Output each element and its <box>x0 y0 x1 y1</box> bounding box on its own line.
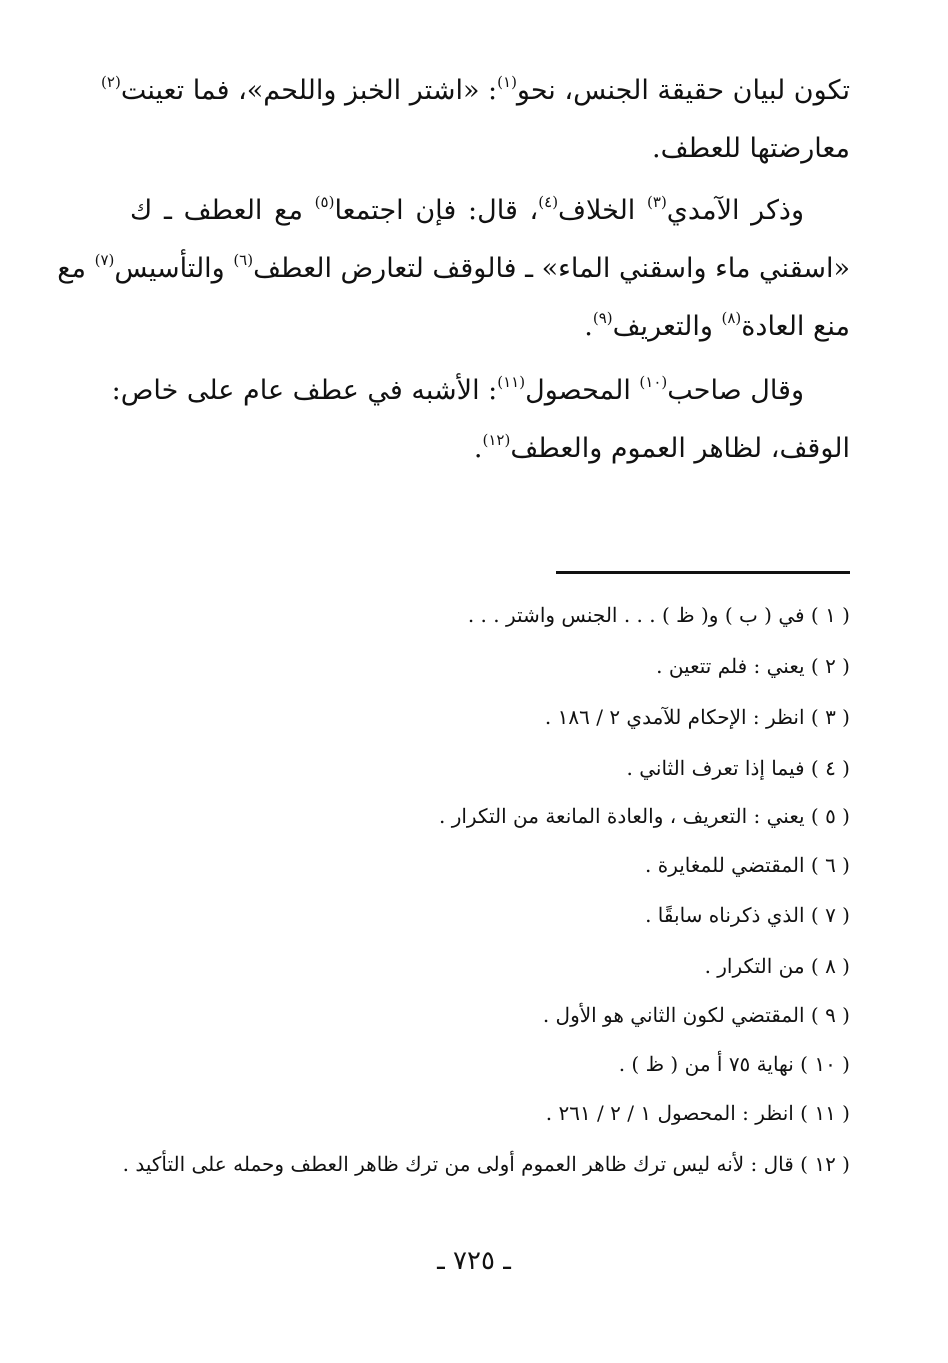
text-run: مع العطف ـ ك <box>130 195 315 226</box>
footnote-ref-10: (١٠) <box>639 373 668 391</box>
footnote-ref-2: (٢) <box>101 73 121 91</box>
paragraph-3-line-1 <box>111 362 850 420</box>
footnote-separator <box>556 571 850 574</box>
footnote-ref-5: (٥) <box>314 193 335 211</box>
text-run: الخلاف <box>558 195 648 226</box>
paragraph-2 <box>57 182 850 356</box>
paragraph-3 <box>111 362 850 478</box>
footnote-1: ( ١ ) في ( ب ) و( ظ ) . . . الجنس واشتر . . . <box>467 603 850 627</box>
footnote-6: ( ٦ ) المقتضي للمغايرة . <box>645 853 850 877</box>
footnote-11: ( ١١ ) انظر : المحصول ١ / ٢ / ٢٦١ . <box>545 1101 850 1125</box>
text-run: : الأشبه في عطف عام على خاص: <box>111 375 498 406</box>
footnote-ref-8: (٨) <box>721 309 742 327</box>
text-run: منع العادة <box>741 311 850 342</box>
paragraph-2-line-2 <box>57 240 850 298</box>
footnote-5: ( ٥ ) يعني : التعريف ، والعادة المانعة من التكرار . <box>438 804 850 828</box>
text-run: وذكر الآمدي <box>666 195 804 226</box>
footnote-ref-1: (١) <box>497 73 517 91</box>
paragraph-1-line-2: معارضتها للعطف. <box>652 133 850 164</box>
text-run: مع <box>57 253 95 284</box>
text-run: . <box>584 311 593 342</box>
text-run: تكون لبيان حقيقة الجنس، نحو <box>516 75 850 106</box>
paragraph-2-line-1 <box>130 182 850 240</box>
paragraph-1-line-1 <box>101 62 850 120</box>
text-run: ، قال: فإن اجتمعا <box>334 195 539 226</box>
footnote-2: ( ٢ ) يعني : فلم تتعين . <box>656 654 850 678</box>
footnote-ref-6: (٦) <box>233 251 254 269</box>
footnote-10: ( ١٠ ) نهاية ٧٥ أ من ( ظ ) . <box>618 1052 850 1076</box>
footnote-4: ( ٤ ) فيما إذا تعرف الثاني . <box>626 756 850 780</box>
text-run: «اسقني ماء واسقني الماء» ـ فالوقف لتعارض العطف <box>253 253 850 284</box>
footnote-12: ( ١٢ ) قال : لأنه ليس ترك ظاهر العموم أولى من ترك ظاهر العطف وحمله على التأكيد . <box>122 1152 850 1176</box>
footnote-8: ( ٨ ) من التكرار . <box>704 954 850 978</box>
footnote-7: ( ٧ ) الذي ذكرناه سابقًا . <box>645 903 850 927</box>
footnote-9: ( ٩ ) المقتضي لكون الثاني هو الأول . <box>542 1003 850 1027</box>
page-number: ـ ٧٢٥ ـ <box>437 1246 511 1276</box>
footnote-ref-7: (٧) <box>94 251 115 269</box>
text-run: وقال صاحب <box>667 375 804 406</box>
paragraph-2-line-3 <box>130 298 850 356</box>
text-run: المحصول <box>525 375 640 406</box>
footnote-3: ( ٣ ) انظر : الإحكام للآمدي ٢ / ١٨٦ . <box>544 705 850 729</box>
text-run: والتأسيس <box>114 253 234 284</box>
footnote-ref-11: (١١) <box>497 373 526 391</box>
paragraph-3-line-2 <box>130 420 850 478</box>
footnote-ref-12: (١٢) <box>482 431 511 449</box>
text-run: : «اشتر الخبز واللحم»، فما تعينت <box>120 75 498 106</box>
paragraph-1 <box>101 62 850 178</box>
text-run: الوقف، لظاهر العموم والعطف <box>510 433 850 464</box>
footnote-ref-3: (٣) <box>647 193 667 211</box>
footnote-ref-9: (٩) <box>592 309 613 327</box>
text-run: . <box>473 433 483 464</box>
text-run: والتعريف <box>612 311 722 342</box>
footnote-ref-4: (٤) <box>538 193 559 211</box>
